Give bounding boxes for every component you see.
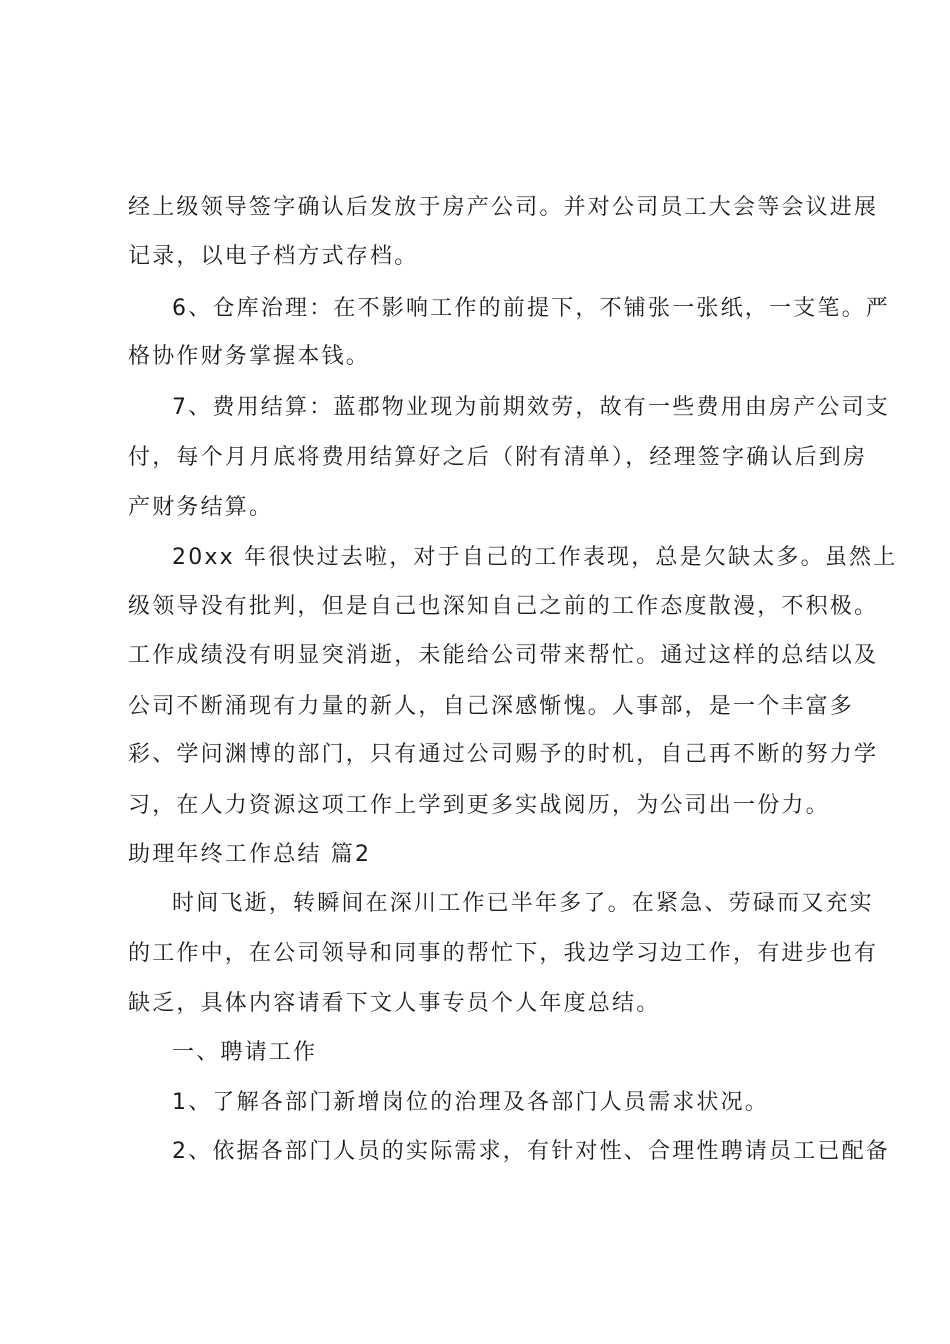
text-line: 时间飞逝，转瞬间在深川工作已半年多了。在紧急、劳碌而又充实	[172, 891, 874, 916]
text-line: 的工作中，在公司领导和同事的帮忙下，我边学习边工作，有进步也有	[128, 941, 879, 966]
text-line: 缺乏，具体内容请看下文人事专员个人年度总结。	[128, 991, 661, 1016]
text-line: 1、了解各部门新增岗位的治理及各部门人员需求状况。	[172, 1090, 769, 1115]
text-line: 6、仓库治理：在不影响工作的前提下，不铺张一张纸，一支笔。严	[172, 296, 890, 321]
text-line: 2、依据各部门人员的实际需求，有针对性、合理性聘请员工已配备	[172, 1139, 890, 1164]
text-line: 7、费用结算：蓝郡物业现为前期效劳，故有一些费用由房产公司支	[172, 395, 890, 420]
text-line: 彩、学问渊博的部门，只有通过公司赐予的时机，自己再不断的努力学	[128, 742, 879, 767]
text-line: 经上级领导签字确认后发放于房产公司。并对公司员工大会等会议进展	[128, 195, 879, 220]
text-line: 产财务结算。	[128, 495, 274, 520]
text-line: 公司不断涌现有力量的新人，自己深感惭愧。人事部，是一个丰富多	[128, 694, 855, 719]
text-line: 工作成绩没有明显突消逝，未能给公司带来帮忙。通过这样的总结以及	[128, 643, 879, 668]
text-line: 格协作财务掌握本钱。	[128, 344, 371, 369]
text-line: 记录，以电子档方式存档。	[128, 244, 419, 269]
text-line: 级领导没有批判，但是自己也深知自己之前的工作态度散漫，不积极。	[128, 594, 879, 619]
text-line: 20xx 年很快过去啦，对于自己的工作表现，总是欠缺太多。虽然上	[172, 545, 898, 570]
subsection-heading: 一、聘请工作	[172, 1040, 318, 1065]
text-line: 付，每个月月底将费用结算好之后（附有清单），经理签字确认后到房	[128, 445, 868, 470]
text-line: 习，在人力资源这项工作上学到更多实战阅历，为公司出一份力。	[128, 793, 830, 818]
section-heading: 助理年终工作总结 篇2	[128, 842, 372, 867]
